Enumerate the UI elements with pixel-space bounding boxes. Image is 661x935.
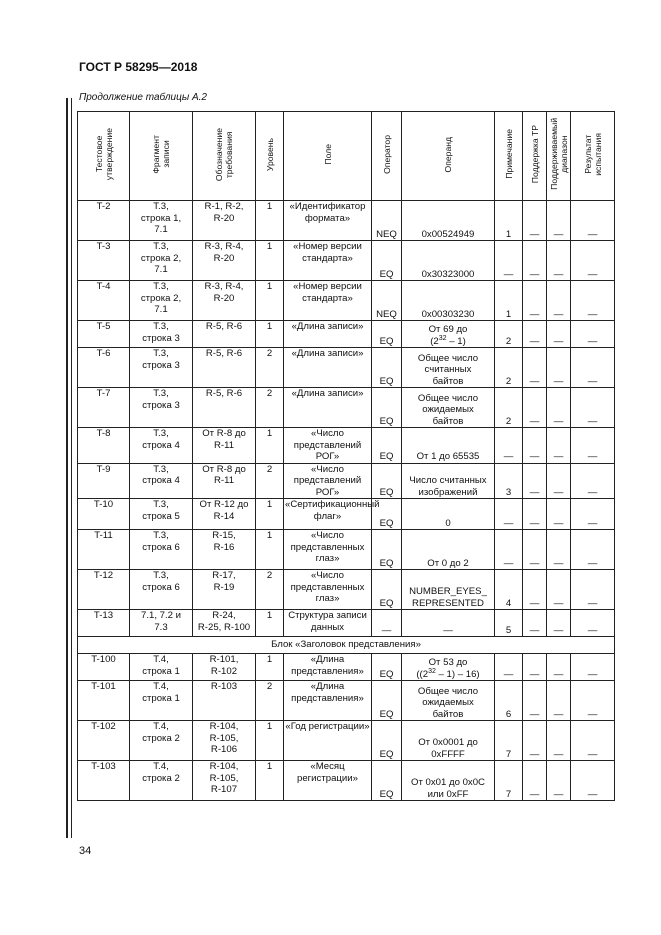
operator-cell: EQ: [372, 388, 402, 428]
field-cell: «Длина представления»: [284, 681, 372, 721]
test-id-cell: T-10: [78, 499, 130, 530]
requirement-cell: От R-8 до R-11: [193, 428, 256, 464]
fragment-cell: 7.1, 7.2 и 7.3: [130, 610, 193, 637]
field-cell: «Идентификатор формата»: [284, 201, 372, 241]
test-id-cell: T-102: [78, 721, 130, 761]
requirement-cell: R-15, R-16: [193, 530, 256, 570]
operand-cell: От 0x0001 до 0xFFFF: [402, 721, 495, 761]
fragment-cell: T.3, строка 3: [130, 321, 193, 348]
header-label: Примечание: [503, 129, 514, 180]
table-row: [78, 348, 615, 388]
table-row: [78, 281, 615, 321]
operator-cell: EQ: [372, 761, 402, 801]
field-cell: «Длина записи»: [284, 348, 372, 388]
operand-cell: 0: [402, 499, 495, 530]
operand-cell: Число считанных изображений: [402, 463, 495, 499]
fragment-cell: T.3, строка 3: [130, 348, 193, 388]
header-label: Поддержка ТР: [529, 125, 540, 184]
result-cell: —: [571, 761, 615, 801]
operator-cell: EQ: [372, 654, 402, 681]
range-cell: —: [547, 241, 571, 281]
range-cell: —: [547, 388, 571, 428]
header-operand: [402, 112, 495, 201]
tp-support-cell: —: [523, 610, 547, 637]
note-cell: 2: [495, 321, 523, 348]
header-test-statement: [78, 112, 130, 201]
note-cell: 3: [495, 463, 523, 499]
header-supported-range: [547, 112, 571, 201]
field-cell: «Номер версии стандарта»: [284, 281, 372, 321]
test-id-cell: T-4: [78, 281, 130, 321]
operator-cell: EQ: [372, 428, 402, 464]
table-row: [78, 570, 615, 610]
operator-cell: EQ: [372, 681, 402, 721]
operand-cell: От 0x01 до 0x0C или 0xFF: [402, 761, 495, 801]
header-label: Поддерживаемый диапазон: [548, 118, 569, 191]
table-continuation-label: Продолжение таблицы А.2: [79, 92, 207, 103]
range-cell: —: [547, 654, 571, 681]
requirement-cell: От R-12 до R-14: [193, 499, 256, 530]
table-row: [78, 201, 615, 241]
range-cell: —: [547, 570, 571, 610]
operator-cell: —: [372, 610, 402, 637]
level-cell: 1: [256, 761, 284, 801]
test-id-cell: T-7: [78, 388, 130, 428]
operand-cell: NUMBER_EYES_ REPRESENTED: [402, 570, 495, 610]
header-label: Тестовое утверждение: [93, 128, 114, 181]
field-cell: Структура записи данных: [284, 610, 372, 637]
tp-support-cell: —: [523, 281, 547, 321]
header-label: Обозначение требования: [214, 127, 234, 181]
requirement-cell: R-101, R-102: [193, 654, 256, 681]
header-requirement-id: [193, 112, 256, 201]
header-tp-support: [523, 112, 547, 201]
tp-support-cell: —: [523, 654, 547, 681]
result-cell: —: [571, 721, 615, 761]
table-header-row: [78, 112, 615, 201]
field-cell: «Длина записи»: [284, 321, 372, 348]
operator-cell: EQ: [372, 463, 402, 499]
fragment-cell: T.3, строка 4: [130, 463, 193, 499]
result-cell: —: [571, 428, 615, 464]
field-cell: «Год регистрации»: [284, 721, 372, 761]
operand-cell: —: [402, 610, 495, 637]
result-cell: —: [571, 654, 615, 681]
result-cell: —: [571, 530, 615, 570]
operator-cell: EQ: [372, 321, 402, 348]
result-cell: —: [571, 241, 615, 281]
level-cell: 1: [256, 610, 284, 637]
requirement-cell: R-3, R-4, R-20: [193, 241, 256, 281]
operator-cell: EQ: [372, 499, 402, 530]
operator-cell: EQ: [372, 348, 402, 388]
requirement-cell: R-5, R-6: [193, 388, 256, 428]
range-cell: —: [547, 681, 571, 721]
operand-cell: Общее число ожидаемых байтов: [402, 681, 495, 721]
level-cell: 1: [256, 321, 284, 348]
level-cell: 1: [256, 654, 284, 681]
fragment-cell: T.4, строка 2: [130, 721, 193, 761]
range-cell: —: [547, 721, 571, 761]
table-row: [78, 530, 615, 570]
range-cell: —: [547, 321, 571, 348]
test-id-cell: T-6: [78, 348, 130, 388]
operator-cell: EQ: [372, 530, 402, 570]
note-cell: —: [495, 530, 523, 570]
table-row: [78, 241, 615, 281]
field-cell: «Сертификационный флаг»: [284, 499, 372, 530]
level-cell: 1: [256, 721, 284, 761]
range-cell: —: [547, 463, 571, 499]
field-cell: «Число представленных глаз»: [284, 530, 372, 570]
margin-rule: [66, 98, 68, 838]
header-label: Оператор: [381, 134, 392, 174]
table-row: [78, 388, 615, 428]
fragment-cell: T.3, строка 2, 7.1: [130, 281, 193, 321]
page-number: 34: [79, 845, 92, 857]
header-label: Операнд: [443, 136, 453, 172]
result-cell: —: [571, 281, 615, 321]
fragment-cell: T.3, строка 6: [130, 570, 193, 610]
operand-cell: От 1 до 65535: [402, 428, 495, 464]
note-cell: 7: [495, 721, 523, 761]
range-cell: —: [547, 201, 571, 241]
fragment-cell: T.3, строка 2, 7.1: [130, 241, 193, 281]
test-id-cell: T-2: [78, 201, 130, 241]
note-cell: 2: [495, 348, 523, 388]
requirement-cell: R-5, R-6: [193, 348, 256, 388]
operator-cell: EQ: [372, 721, 402, 761]
tp-support-cell: —: [523, 463, 547, 499]
level-cell: 2: [256, 463, 284, 499]
operand-cell: От 0 до 2: [402, 530, 495, 570]
test-id-cell: T-13: [78, 610, 130, 637]
fragment-cell: T.4, строка 1: [130, 681, 193, 721]
test-id-cell: T-100: [78, 654, 130, 681]
range-cell: —: [547, 348, 571, 388]
range-cell: —: [547, 530, 571, 570]
table-row: [78, 499, 615, 530]
table-row: [78, 654, 615, 681]
test-id-cell: T-103: [78, 761, 130, 801]
operand-cell: Общее число ожидаемых байтов: [402, 388, 495, 428]
result-cell: —: [571, 499, 615, 530]
note-cell: —: [495, 241, 523, 281]
tp-support-cell: —: [523, 241, 547, 281]
requirement-cell: R-1, R-2, R-20: [193, 201, 256, 241]
tp-support-cell: —: [523, 499, 547, 530]
result-cell: —: [571, 681, 615, 721]
table-row: [78, 428, 615, 464]
level-cell: 2: [256, 681, 284, 721]
header-level: [256, 112, 284, 201]
table-row: [78, 610, 615, 637]
table-row: [78, 721, 615, 761]
operand-cell: 0x00524949: [402, 201, 495, 241]
level-cell: 2: [256, 348, 284, 388]
field-cell: «Число представлений РОГ»: [284, 428, 372, 464]
range-cell: —: [547, 428, 571, 464]
note-cell: 7: [495, 761, 523, 801]
level-cell: 2: [256, 570, 284, 610]
result-cell: —: [571, 388, 615, 428]
fragment-cell: T.3, строка 3: [130, 388, 193, 428]
test-id-cell: T-11: [78, 530, 130, 570]
range-cell: —: [547, 761, 571, 801]
level-cell: 1: [256, 499, 284, 530]
header-label: Результат испытания: [582, 132, 603, 176]
field-cell: «Длина записи»: [284, 388, 372, 428]
level-cell: 1: [256, 281, 284, 321]
tp-support-cell: —: [523, 721, 547, 761]
note-cell: 1: [495, 201, 523, 241]
requirement-cell: R-24, R-25, R-100: [193, 610, 256, 637]
fragment-cell: T.4, строка 2: [130, 761, 193, 801]
requirement-cell: R-17, R-19: [193, 570, 256, 610]
tp-support-cell: —: [523, 530, 547, 570]
requirement-cell: R-104, R-105, R-106: [193, 721, 256, 761]
level-cell: 1: [256, 241, 284, 281]
header-label: Фрагмент записи: [151, 134, 171, 174]
fragment-cell: T.3, строка 4: [130, 428, 193, 464]
requirement-cell: R-5, R-6: [193, 321, 256, 348]
table-row: [78, 321, 615, 348]
range-cell: —: [547, 610, 571, 637]
header-label: Уровень: [264, 137, 275, 171]
header-operator: [372, 112, 402, 201]
test-id-cell: T-101: [78, 681, 130, 721]
note-cell: —: [495, 428, 523, 464]
level-cell: 2: [256, 388, 284, 428]
field-cell: «Число представлений РОГ»: [284, 463, 372, 499]
note-cell: 4: [495, 570, 523, 610]
operator-cell: NEQ: [372, 201, 402, 241]
tp-support-cell: —: [523, 570, 547, 610]
tp-support-cell: —: [523, 761, 547, 801]
test-id-cell: T-5: [78, 321, 130, 348]
level-cell: 1: [256, 201, 284, 241]
header-field: [284, 112, 372, 201]
block-title: Блок «Заголовок представления»: [78, 637, 615, 654]
test-id-cell: T-12: [78, 570, 130, 610]
range-cell: —: [547, 281, 571, 321]
operator-cell: EQ: [372, 570, 402, 610]
tp-support-cell: —: [523, 348, 547, 388]
tp-support-cell: —: [523, 388, 547, 428]
operand-cell: Общее число считанных байтов: [402, 348, 495, 388]
header-record-fragment: [130, 112, 193, 201]
result-cell: —: [571, 570, 615, 610]
margin-rule: [71, 98, 72, 838]
note-cell: —: [495, 499, 523, 530]
level-cell: 1: [256, 428, 284, 464]
requirement-cell: R-3, R-4, R-20: [193, 281, 256, 321]
field-cell: «Месяц регистрации»: [284, 761, 372, 801]
table-row: [78, 761, 615, 801]
operator-cell: NEQ: [372, 281, 402, 321]
range-cell: —: [547, 499, 571, 530]
tp-support-cell: —: [523, 681, 547, 721]
fragment-cell: T.3, строка 5: [130, 499, 193, 530]
operand-cell: От 53 до $((2^{32} - 1) - 16)$: [402, 654, 495, 681]
operand-cell: 0x00303230: [402, 281, 495, 321]
header-note: [495, 112, 523, 201]
result-cell: —: [571, 610, 615, 637]
table-row: [78, 463, 615, 499]
requirement-cell: R-103: [193, 681, 256, 721]
note-cell: —: [495, 654, 523, 681]
tp-support-cell: —: [523, 201, 547, 241]
document-title: ГОСТ Р 58295—2018: [79, 60, 198, 74]
result-cell: —: [571, 321, 615, 348]
test-id-cell: T-9: [78, 463, 130, 499]
tp-support-cell: —: [523, 321, 547, 348]
requirement-cell: От R-8 до R-11: [193, 463, 256, 499]
header-label: Поле: [322, 143, 333, 165]
field-cell: «Длина представления»: [284, 654, 372, 681]
requirements-table: [77, 111, 615, 801]
tp-support-cell: —: [523, 428, 547, 464]
fragment-cell: T.3, строка 1, 7.1: [130, 201, 193, 241]
note-cell: 1: [495, 281, 523, 321]
note-cell: 5: [495, 610, 523, 637]
note-cell: 2: [495, 388, 523, 428]
header-test-result: [571, 112, 615, 201]
operator-cell: EQ: [372, 241, 402, 281]
fragment-cell: T.4, строка 1: [130, 654, 193, 681]
fragment-cell: T.3, строка 6: [130, 530, 193, 570]
result-cell: —: [571, 348, 615, 388]
operand-cell: 0x30323000: [402, 241, 495, 281]
test-id-cell: T-8: [78, 428, 130, 464]
field-cell: «Номер версии стандарта»: [284, 241, 372, 281]
operand-cell: От 69 до $(2^{32} - 1)$: [402, 321, 495, 348]
requirement-cell: R-104, R-105, R-107: [193, 761, 256, 801]
table-row: [78, 681, 615, 721]
field-cell: «Число представленных глаз»: [284, 570, 372, 610]
result-cell: —: [571, 463, 615, 499]
note-cell: 6: [495, 681, 523, 721]
result-cell: —: [571, 201, 615, 241]
level-cell: 1: [256, 530, 284, 570]
block-title-row: [78, 637, 615, 654]
test-id-cell: T-3: [78, 241, 130, 281]
